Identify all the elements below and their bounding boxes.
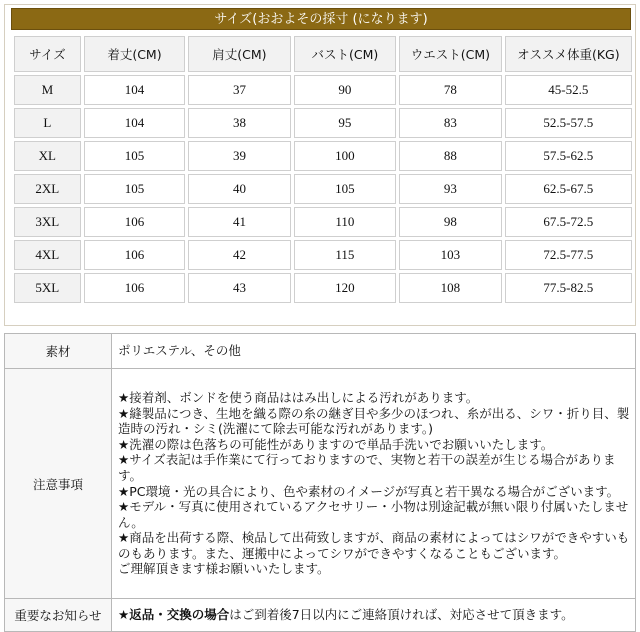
bust-cell: 90 (294, 75, 396, 105)
table-row (14, 108, 632, 138)
size-chart-section (4, 4, 636, 326)
size-cell: XL (14, 141, 81, 171)
table-row (14, 75, 632, 105)
note-line: ★洗濯の際は色落ちの可能性がありますので単品手洗いでお願いいたします。 (118, 436, 554, 452)
material-label: 素材 (5, 334, 112, 369)
shoulder-cell: 38 (188, 108, 290, 138)
header-shoulder: 肩丈(CM) (188, 36, 290, 72)
length-cell: 105 (84, 141, 186, 171)
bust-cell: 95 (294, 108, 396, 138)
important-emphasis: ★返品・交換の場合 (118, 607, 230, 623)
header-size: サイズ (14, 36, 81, 72)
table-row (14, 207, 632, 237)
waist-cell: 108 (399, 273, 501, 303)
notes-row (5, 369, 636, 599)
important-row (5, 599, 636, 632)
length-cell: 106 (84, 240, 186, 270)
note-line: ★サイズ表記は手作業にて行っておりますので、実物と若干の誤差が生じる場合があります。 (118, 452, 616, 483)
shoulder-cell: 40 (188, 174, 290, 204)
waist-cell: 83 (399, 108, 501, 138)
header-waist: ウエスト(CM) (399, 36, 501, 72)
size-cell: 3XL (14, 207, 81, 237)
weight-cell: 72.5-77.5 (505, 240, 632, 270)
waist-cell: 93 (399, 174, 501, 204)
note-line: ご理解頂きます様お願いいたします。 (118, 561, 330, 577)
weight-cell: 52.5-57.5 (505, 108, 632, 138)
shoulder-cell: 37 (188, 75, 290, 105)
waist-cell: 103 (399, 240, 501, 270)
note-line: ★商品を出荷する際、検品して出荷致しますが、商品の素材によってはシワができやすいものもあります。また、運搬中によってシワができやすくなることもございます。 (118, 530, 630, 561)
note-line: ★縫製品につき、生地を織る際の糸の継ぎ目や多少のほつれ、糸が出る、シワ・折り目、製造時の汚れ・シミ(洗濯にて除去可能な汚れがあります。) (118, 405, 630, 437)
waist-cell: 78 (399, 75, 501, 105)
size-cell: 2XL (14, 174, 81, 204)
size-table-header-row (14, 36, 632, 72)
header-length: 着丈(CM) (84, 36, 186, 72)
bust-cell: 105 (294, 174, 396, 204)
waist-cell: 88 (399, 141, 501, 171)
length-cell: 104 (84, 75, 186, 105)
note-line: ★PC環境・光の具合により、色や素材のイメージが写真と若干異なる場合がございます。 (118, 483, 620, 499)
weight-cell: 67.5-72.5 (505, 207, 632, 237)
bust-cell: 120 (294, 273, 396, 303)
shoulder-cell: 39 (188, 141, 290, 171)
shoulder-cell: 41 (188, 207, 290, 237)
size-table (11, 33, 635, 306)
note-line: ★接着剤、ボンドを使う商品ははみ出しによる汚れがあります。 (118, 389, 479, 405)
material-value: ポリエステル、その他 (112, 334, 636, 369)
size-chart-title: サイズ(おおよその採寸 (になります) (11, 8, 631, 30)
header-bust: バスト(CM) (294, 36, 396, 72)
weight-cell: 57.5-62.5 (505, 141, 632, 171)
length-cell: 106 (84, 273, 186, 303)
weight-cell: 45-52.5 (505, 75, 632, 105)
material-row (5, 334, 636, 369)
notes-value (112, 369, 636, 599)
length-cell: 104 (84, 108, 186, 138)
size-cell: 4XL (14, 240, 81, 270)
size-cell: M (14, 75, 81, 105)
size-cell: 5XL (14, 273, 81, 303)
note-line: ★モデル・写真に使用されているアクセサリー・小物は別途記載が無い限り付属いたしません。 (118, 499, 629, 530)
important-label: 重要なお知らせ (5, 599, 112, 632)
product-info-table (4, 333, 636, 632)
table-row (14, 174, 632, 204)
table-row (14, 273, 632, 303)
size-cell: L (14, 108, 81, 138)
notes-label: 注意事項 (5, 369, 112, 599)
length-cell: 105 (84, 174, 186, 204)
table-row (14, 240, 632, 270)
table-row (14, 141, 632, 171)
weight-cell: 62.5-67.5 (505, 174, 632, 204)
bust-cell: 100 (294, 141, 396, 171)
important-text: はご到着後7日以内にご連絡頂ければ、対応させて頂きます。 (229, 607, 574, 623)
important-value (112, 599, 636, 632)
length-cell: 106 (84, 207, 186, 237)
bust-cell: 115 (294, 240, 396, 270)
bust-cell: 110 (294, 207, 396, 237)
waist-cell: 98 (399, 207, 501, 237)
weight-cell: 77.5-82.5 (505, 273, 632, 303)
shoulder-cell: 43 (188, 273, 290, 303)
shoulder-cell: 42 (188, 240, 290, 270)
header-weight: オススメ体重(KG) (505, 36, 632, 72)
